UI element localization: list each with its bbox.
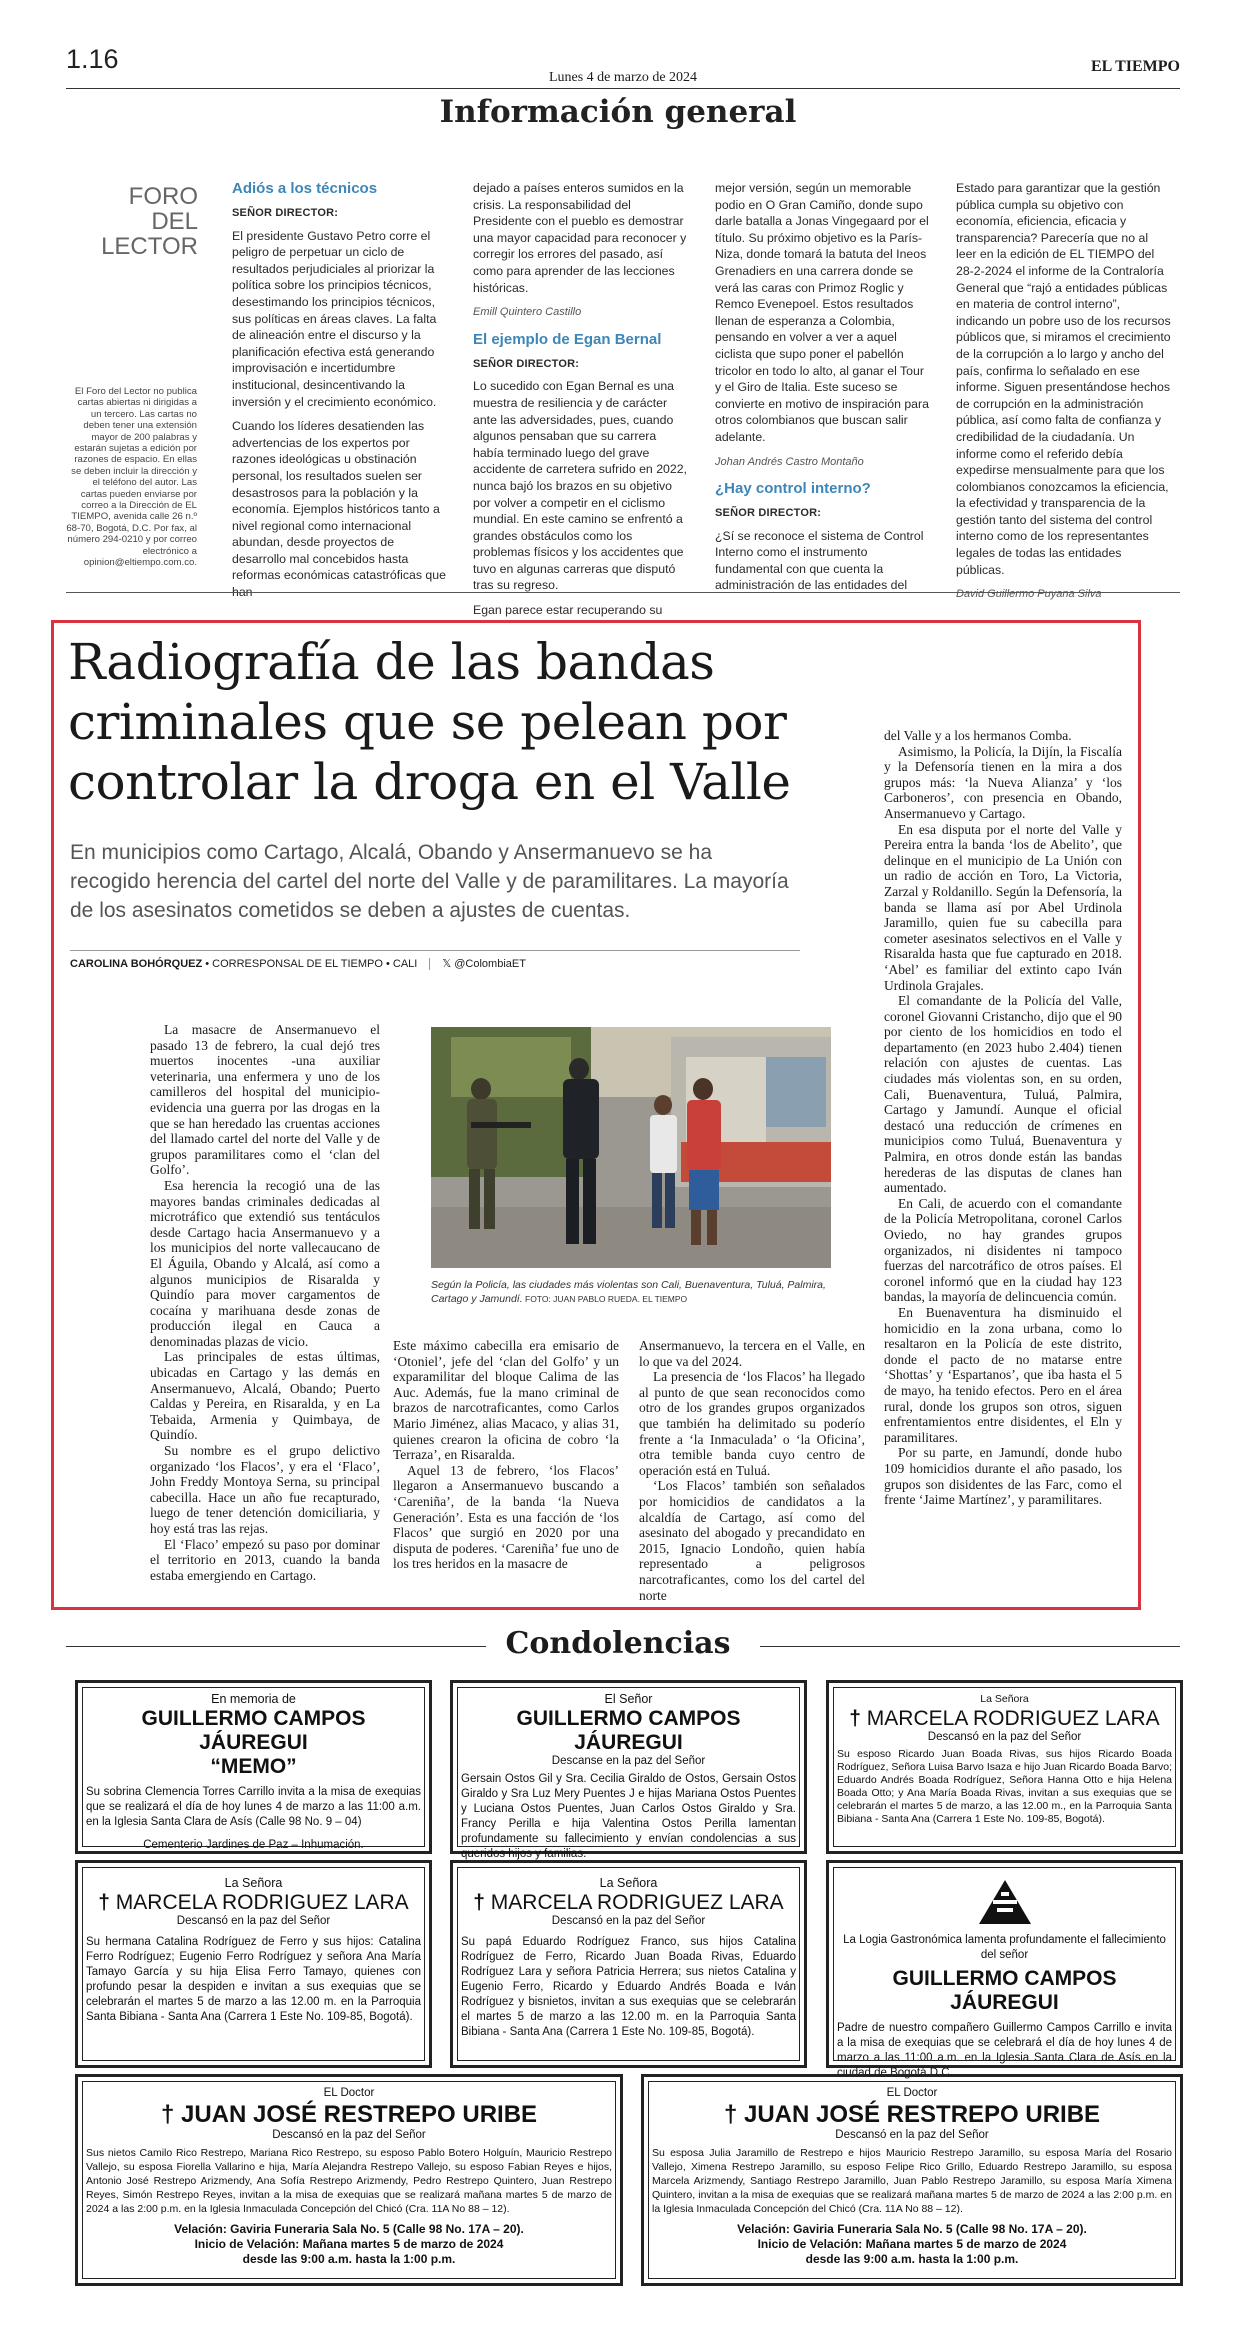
article-paragraph: Este máximo cabecilla era emisario de ‘Otoniel’, jefe del ‘clan del Golfo’ y un exparamilitar del bloque Calima de las Auc. Además, fue la mano criminal de brazos de narcotraficantes, como Carlos Mario Jiménez, alias Macaco, y alias 31, quienes crearon la oficina de cobro ‘la Terraza’, en Risaralda.	[393, 1338, 619, 1463]
card-text: Su sobrina Clemencia Torres Carrillo invita a la misa de exequias que se realizará el día de hoy lunes 4 de marzo a las 11:00 a.m. en la Iglesia Santa Clara de Asís (Calle 98 No. 9 – 04)	[86, 1786, 421, 1828]
card-name-row	[461, 1891, 796, 1915]
card-subtitle: Descansó en la paz del Señor	[176, 1915, 331, 1927]
article-column-2	[393, 1338, 619, 1572]
card-prefix: La Señora	[599, 1876, 658, 1890]
card-text: Su esposo Ricardo Juan Boada Rivas, sus hijos Ricardo Boada Rodríguez, Señora Luisa Barvo Isaza e hijo Juan Ricardo Boada Barvo; Eduardo Andrés Boada Rodríguez, Señora Hanna Otto e hija Helena Boada Otto; y Ana María Boada Rivas, invitan a sus exequias que se celebrarán el martes 5 de marzo, a las 12.00 m., en la Parroquia Santa Bibiana - Santa Ana (Carrera 1 Este No. 109-85, Bogotá).	[837, 1748, 1172, 1825]
letter-paragraph: ¿Sí se reconoce el sistema de Control Interno como el instrumento fundamental con que cuenta la administración de las entidades del	[715, 528, 924, 593]
newspaper-name: EL TIEMPO	[1090, 58, 1180, 75]
letter-salutation: SEÑOR DIRECTOR:	[473, 357, 580, 370]
card-velacion-hours: desde las 9:00 a.m. hasta la 1:00 p.m.	[805, 2252, 1019, 2266]
letter-heading: El ejemplo de Egan Bernal	[473, 330, 662, 348]
card-nickname: “MEMO”	[210, 1755, 297, 1778]
card-text: Sus nietos Camilo Rico Restrepo, Mariana Rico Restrepo, su esposo Pablo Botero Holguín, Mauricio Restrepo Vallejo, su esposa Fiorella Vallarino e hija, María Alejandra Restrepo Vallejo, su esposo Fabian Reyes e hijos, Antonio José Restrepo Arizmendy, Ana Sofía Restrepo Arizmendy, Pedro Restrepo Quintero, Juan Restrepo Reyes, Simón Restrepo Reyes, invitan a la misa de exequias que se realizará mañana martes 5 de marzo de 2024 a las 2:00 p.m. en la Iglesia Inmaculada Concepción del Chicó (Cra. 11A No 88 – 12).	[86, 2147, 612, 2215]
cross-icon: †	[849, 1707, 867, 1730]
byline-handle: 𝕏 @ColombiaET	[429, 958, 526, 970]
letter-salutation: SEÑOR DIRECTOR:	[232, 207, 339, 219]
letter-column-1	[232, 180, 447, 609]
card-velacion-start: Inicio de Velación: Mañana martes 5 de marzo de 2024	[194, 2237, 504, 2251]
article-deck: En municipios como Cartago, Alcalá, Obando y Ansermanuevo se ha recogido herencia del cartel del norte del Valle y de paramilitares. La mayoría de los asesinatos cometidos se deben a ajustes de cuentas.	[70, 841, 789, 922]
article-column-4	[884, 728, 1122, 1508]
article-byline	[70, 950, 800, 970]
article-photo	[431, 1027, 831, 1268]
letter-paragraph: El presidente Gustavo Petro corre el peligro de perpetuar un ciclo de resultados perjudiciales al priorizar la política sobre los principios técnicos, desestimando los principios técnicos, sus políticas en áreas claves. La falta de alineación entre el discurso y la planificación efectiva está generando improvisación e incertidumbre institucional, desincentivando la inversión y el crecimiento económico.	[232, 228, 437, 409]
condolence-card	[75, 2074, 623, 2286]
foro-title: FORO DEL LECTOR	[101, 183, 198, 260]
card-name: MARCELA RODRIGUEZ LARA	[866, 1707, 1160, 1730]
card-name: GUILLERMO CAMPOS JÁUREGUI	[892, 1967, 1117, 2014]
letter-signature: David Guillermo Puyana Silva	[956, 588, 1102, 601]
condolence-card	[75, 1860, 432, 2068]
article-paragraph: El ‘Flaco’ empezó su paso por dominar el territorio en 2013, cuando la banda estaba emergiendo en Cartago.	[150, 1536, 380, 1583]
letter-paragraph: Egan parece estar recuperando su	[473, 603, 663, 618]
header-rule	[66, 88, 1180, 89]
foro-note: El Foro del Lector no publica cartas abiertas ni dirigidas a un tercero. Las cartas no deben tener una extensión mayor de 200 palabras y estarán sujetas a edición por razones de espacio. En ellas se deben incluir la dirección y el teléfono del autor. Las cartas pueden enviarse por correo a la Dirección de EL TIEMPO, avenida calle 26 n.º 68-70, Bogotá, D.C. Por fax, al número 294-0210 y por correo electrónico a opinion@eltiempo.com.co.	[66, 386, 197, 569]
cross-icon: †	[98, 1891, 116, 1914]
letter-column-3	[715, 180, 930, 602]
article-paragraph: Asimismo, la Policía, la Dijín, la Fiscalía y la Defensoría tienen en la mira a dos grupos más: ‘la Nueva Alianza’ y ‘los Carboneros’, con presencia en Obando, Ansermanuevo y Cartago.	[884, 743, 1122, 821]
condolence-card	[75, 1680, 432, 1854]
article-column-3	[639, 1338, 865, 1603]
card-name: MARCELA RODRIGUEZ LARA	[490, 1891, 784, 1914]
article-paragraph: ‘Los Flacos’ también son señalados por homicidios de candidatos a la alcaldía de Cartago, así como del asesinato del abogado y precandidato en 2015, Ignacio Londoño, quien había representado a peligrosos narcotraficantes, como los del cartel del norte	[639, 1478, 865, 1603]
letter-paragraph: Estado para garantizar que la gestión pública cumpla su objetivo con economía, eficiencia, eficacia y transparencia? Parecería que no al leer en la edición de EL TIEMPO del 28-2-2024 el informe de la Contraloría General que “rajó a entidades públicas en materia de control interno”, indicando un pobre uso de los recursos públicos que, si miramos el crecimiento de la corrupción a lo largo y ancho del país, confirma lo señalado en ese informe. Siguen presentándose hechos de corrupción en la administración pública, así como falta de confianza y credibilidad de la ciudadanía. Un informe como el referido debía expedirse mensualmente para que los colombianos conozcamos la eficiencia, la efectividad y transparencia de la gestión tanto del sistema del control interno como de los representantes legales de todas las entidades públicas.	[956, 181, 1171, 577]
card-text: Padre de nuestro compañero Guillermo Campos Carrillo e invita a la misa de exequias que se celebrará el día de hoy lunes 4 de marzo a las 11:00 a.m. en la Iglesia Santa Clara de Asís en la ciudad de Bogotá D.C.	[837, 2022, 1172, 2079]
card-name: JUAN JOSÉ RESTREPO URIBE	[743, 2101, 1101, 2128]
logia-logo-icon	[977, 1878, 1033, 1926]
cross-icon: †	[723, 2101, 744, 2128]
police-street-photo	[431, 1027, 831, 1268]
card-subtitle: Descansó en la paz del Señor	[835, 2129, 989, 2141]
card-text: Su papá Eduardo Rodríguez Franco, sus hijos Catalina Rodríguez de Ferro, Ricardo Juan Boada Rivas, Eduardo Rodríguez Lara y señora Patricia Herrera; sus nietos Catalina y Eugenio Ferro, Ricardo y Eduardo Andrés Boada e Iván Rodríguez y bisnietos, invitan a sus exequias que se celebrarán el martes 5 de marzo a las 12.00 m. en la Parroquia Santa Bibiana - Santa Ana (Carrera 1 Este No. 109-85, Bogotá).	[461, 1936, 796, 2038]
card-prefix: EL Doctor	[886, 2087, 938, 2099]
article-paragraph: La presencia de ‘los Flacos’ ha llegado al punto de que sean reconocidos como otro de los grandes grupos organizados que también ha delimitado su poderío frente a ‘la Inmaculada’ o ‘la Oficina’, otra temible banda cuyo centro de operación está en Tuluá.	[639, 1369, 865, 1478]
condolences-title: Condolencias	[505, 1626, 731, 1661]
letters-rule	[66, 592, 1180, 593]
article-paragraph: Esa herencia la recogió una de las mayores bandas criminales dedicadas al microtráfico que extendió sus tentáculos desde Cartago hacia Ansermanuevo y a los municipios del norte vallecaucano de El Águila, Obando y Alcalá, así como a algunos municipios de Risaralda y Quindío para mover cargamentos de cocaína y marihuana desde zonas de producción ilegal en Cauca a denominadas plazas de vicio.	[150, 1177, 380, 1349]
letter-column-4	[956, 180, 1171, 613]
section-title: Información general	[439, 94, 797, 130]
byline-role: • CORRESPONSAL DE EL TIEMPO • CALI	[202, 958, 418, 970]
card-prefix: La Logia Gastronómica lamenta profundamente el fallecimiento del señor	[843, 1934, 1166, 1961]
letter-paragraph: Lo sucedido con Egan Bernal es una muestra de resiliencia y de carácter ante las adversidades, pues, cuando algunos pensaban que su carrera había terminado luego del grave accidente de carretera sufrido en 2022, nunca bajó los brazos en su objetivo por volver a competir en el ciclismo mundial. En este camino se enfrentó a grandes obstáculos como los problemas físicos y los accidentes que tuvo en algunas carreras que disputó tras su regreso.	[473, 379, 687, 593]
letter-paragraph: dejado a países enteros sumidos en la crisis. La responsabilidad del Presidente con el pueblo es demostrar una mayor capacidad para reconocer y corregir los errores del pasado, así como para aprender de las lecciones históricas.	[473, 181, 687, 295]
card-subtitle: Descansó en la paz del Señor	[272, 2129, 426, 2141]
card-name-row	[86, 1891, 421, 1915]
card-footer: Cementerio Jardines de Paz – Inhumación.	[143, 1839, 364, 1851]
condolence-card	[826, 1680, 1183, 1854]
letter-heading: Adiós a los técnicos	[232, 180, 378, 197]
photo-caption	[431, 1278, 831, 1306]
article-paragraph: Por su parte, en Jamundí, donde hubo 109 homicidios durante el año pasado, los grupos son disidentes de las Farc, como el frente ‘Jaime Martínez’, y paramilitares.	[884, 1445, 1122, 1508]
article-paragraph: La masacre de Ansermanuevo el pasado 13 de febrero, la cual dejó tres muertos inocentes -una auxiliar veterinaria, una enfermera y uno de los camilleros del hospital del municipio- evidencia una guerra por las drogas en la que se han heredado las cruentas acciones del llamado cartel del norte del Valle y de grupos paramilitares como el ‘clan del Golfo’.	[150, 1022, 380, 1178]
card-prefix: En memoria de	[211, 1692, 296, 1706]
letter-paragraph: Cuando los líderes desatienden las advertencias de los expertos por razones ideológicas u obstinación personal, los resultados suelen ser desastrosos para la población y la economía. Ejemplos históricos tanto a nivel regional como internacional abundan, desde proyectos de desarrollo mal concebidos hasta reformas económicas catastróficas que han	[232, 419, 446, 600]
card-velacion: Velación: Gaviria Funeraria Sala No. 5 (Calle 98 No. 17A – 20).	[174, 2222, 524, 2236]
letter-signature: Johan Andrés Castro Montaño	[715, 455, 864, 468]
card-name: GUILLERMO CAMPOS JÁUREGUI	[141, 1707, 366, 1754]
article-paragraph: del Valle y a los hermanos Comba.	[884, 728, 1072, 743]
card-subtitle: Descansó en la paz del Señor	[927, 1731, 1082, 1743]
condolence-card	[450, 1860, 807, 2068]
card-name-row	[652, 2101, 1172, 2129]
letter-heading: ¿Hay control interno?	[715, 480, 871, 498]
cross-icon: †	[473, 1891, 491, 1914]
card-name: GUILLERMO CAMPOS JÁUREGUI	[516, 1707, 741, 1754]
card-prefix: El Señor	[604, 1692, 653, 1706]
letter-salutation: SEÑOR DIRECTOR:	[715, 507, 822, 520]
page-number: 1.16	[66, 44, 119, 74]
letter-paragraph: mejor versión, según un memorable podio en O Gran Camiño, donde supo darle batalla a Jonas Vingegaard por el título. Su próximo objetivo es la París-Niza, donde tomará la batuta del Ineos Grenadiers en una carrera donde se verá las caras con Primoz Roglic y Remco Evenepoel. Estos resultados llenan de esperanza a Colombia, pensando en volver a ver a aquel ciclista que supo poner el pabellón tricolor en todo lo alto, al ganar el Tour y el Giro de Italia. Este suceso se convierte en motivo de inspiración para otros colombianos que buscan salir adelante.	[715, 181, 929, 444]
logia-logo	[837, 1878, 1172, 1931]
card-text: Su esposa Julia Jaramillo de Restrepo e hijos Mauricio Restrepo Jaramillo, su esposa María del Rosario Vallejo, Ximena Restrepo Jaramillo, su esposo Felipe Rico Grillo, Eduardo Restrepo Jaramillo, su esposa Marcela Arizmendy, Santiago Restrepo Jaramillo, Juan Pablo Restrepo Jaramillo, su esposa María Ximena Quintero, invitan a la misa de exequias que se realizará mañana martes 5 de marzo de 2024 a las 2:00 p.m. en la Iglesia Inmaculada Concepción del Chicó (Cra. 11A No 88 – 12).	[652, 2147, 1172, 2215]
card-prefix: La Señora	[980, 1693, 1029, 1705]
card-subtitle: Descansó en la paz del Señor	[551, 1915, 706, 1927]
byline-author: CAROLINA BOHÓRQUEZ	[70, 958, 203, 970]
article-paragraph: Las principales de estas últimas, ubicadas en Cartago y las demás en Ansermanuevo, Alcalá, Obando; Puerto Caldas y Pereira, en Risaralda, y en La Tebaida, Armenia y Quimbaya, de Quindío.	[150, 1349, 380, 1443]
letter-signature: Emill Quintero Castillo	[473, 306, 582, 319]
card-text: Su hermana Catalina Rodríguez de Ferro y sus hijos: Catalina Ferro Rodríguez; Eugenio Ferro Rodríguez y señora Ana María Tamayo García y su hija Elisa Ferro Tamayo, quienes con profundo pesar la despiden e invitan a sus exequias que se celebrarán el martes 5 de marzo a las 12.00 m. en la Parroquia Santa Bibiana - Santa Ana (Carrera 1 Este No. 109-85, Bogotá).	[86, 1936, 421, 2023]
card-velacion-start: Inicio de Velación: Mañana martes 5 de marzo de 2024	[757, 2237, 1067, 2251]
article-column-1	[150, 1022, 380, 1583]
card-prefix: La Señora	[224, 1876, 283, 1890]
card-prefix: EL Doctor	[323, 2087, 375, 2099]
card-name-row	[837, 1707, 1172, 1731]
card-name: JUAN JOSÉ RESTREPO URIBE	[180, 2101, 538, 2128]
card-name: MARCELA RODRIGUEZ LARA	[115, 1891, 409, 1914]
article-headline: Radiografía de las bandas criminales que se pelean por controlar la droga en el Valle	[68, 633, 791, 811]
letter-column-2	[473, 180, 688, 627]
card-velacion: Velación: Gaviria Funeraria Sala No. 5 (Calle 98 No. 17A – 20).	[737, 2222, 1087, 2236]
condolence-card	[450, 1680, 807, 1860]
article-paragraph: En Cali, de acuerdo con el comandante de la Policía Metropolitana, coronel Carlos Oviedo, no hay grandes grupos organizados, ni disidentes ni tampoco fuerzas del narcotráfico de otros países. El coronel informó que en la ciudad hay 123 bandas, la mayoría de delincuencia común.	[884, 1195, 1122, 1305]
article-paragraph: En Buenaventura ha disminuido el homicidio en la zona urbana, como lo resaltaron en la Policía de este distrito, donde el pacto de no matarse entre ‘Shottas’ y ‘Espartanos’, que iba hasta el 5 de mayo, ha tenido efectos. Pero en el área rural, donde los grupos son otros, siguen enfrentamientos entre disidentes, el Eln y paramilitares.	[884, 1304, 1122, 1445]
issue-date: Lunes 4 de marzo de 2024	[548, 70, 698, 85]
card-velacion-hours: desde las 9:00 a.m. hasta la 1:00 p.m.	[242, 2252, 456, 2266]
article-paragraph: Aquel 13 de febrero, ‘los Flacos’ llegaron a Ansermanuevo buscando a ‘Careniña’, de la banda ‘la Nueva Generación’. Esta es una facción de ‘los Flacos’ que surgió en 2020 por una disputa de poderes. ‘Careniña’ fue uno de los tres heridos en la masacre de	[393, 1462, 619, 1572]
card-text: Gersain Ostos Gil y Sra. Cecilia Giraldo de Ostos, Gersain Ostos Giraldo y Sra Luz Mery Puentes J e hijas Mariana Ostos Puentes y Luciana Ostos Puentes, Juan Carlos Ostos Giraldo y Sra. Francy Perilla e hija Valentina Ostos Perilla lamentan profundamente su fallecimiento y envían condolencias a sus queridos hijos y familias.	[461, 1773, 796, 1860]
card-subtitle: Descanse en la paz del Señor	[551, 1755, 706, 1767]
caption-text: Según la Policía, las ciudades más violentas son Cali, Buenaventura, Tuluá, Palmira, Cartago y Jamundí.	[431, 1279, 826, 1305]
cross-icon: †	[160, 2101, 181, 2128]
page-header	[66, 44, 1180, 85]
condolence-card	[826, 1860, 1183, 2079]
article-paragraph: Su nombre es el grupo delictivo organizado ‘los Flacos’, y era el ‘Flaco’, John Freddy Montoya Serna, su principal cabecilla. Hace un año fue recapturado, luego de tener detención domiciliaria, y hoy está tras las rejas.	[150, 1443, 380, 1536]
card-name-row	[86, 2101, 612, 2129]
condolence-card	[641, 2074, 1183, 2286]
photo-credit: FOTO: JUAN PABLO RUEDA. EL TIEMPO	[522, 1294, 688, 1304]
article-paragraph: El comandante de la Policía del Valle, coronel Giovanni Cristancho, dijo que el 90 por ciento de los homicidios en todo el departamento (en 2023 hubo 2.404) tienen relación con ajustes de cuentas. Las ciudades más violentas son, en su orden, Cali, Buenaventura, Tuluá, Palmira, Cartago y Jamundí. Aunque el oficial destacó una reducción de crímenes en municipios como Tuluá, Buenaventura y Palmira, en otros donde están las bandas herederas de las disputas de clanes han aumentado.	[884, 993, 1122, 1196]
article-paragraph: Ansermanuevo, la tercera en el Valle, en lo que va del 2024.	[639, 1338, 865, 1369]
article-paragraph: En esa disputa por el norte del Valle y Pereira entra la banda ‘los de Abelito’, que delinque en el municipio de La Unión con un radio de acción en Toro, La Victoria, Zarzal y Roldanillo. Según la Defensoría, la banda se llama así por Abel Urdinola Jaramillo, quien fue su cabecilla para cometer asesinatos selectivos en el Valle y Risaralda hasta que fue capturado en 2018. ‘Abel’ es familiar del extinto capo Iván Urdinola Grajales.	[884, 821, 1122, 993]
